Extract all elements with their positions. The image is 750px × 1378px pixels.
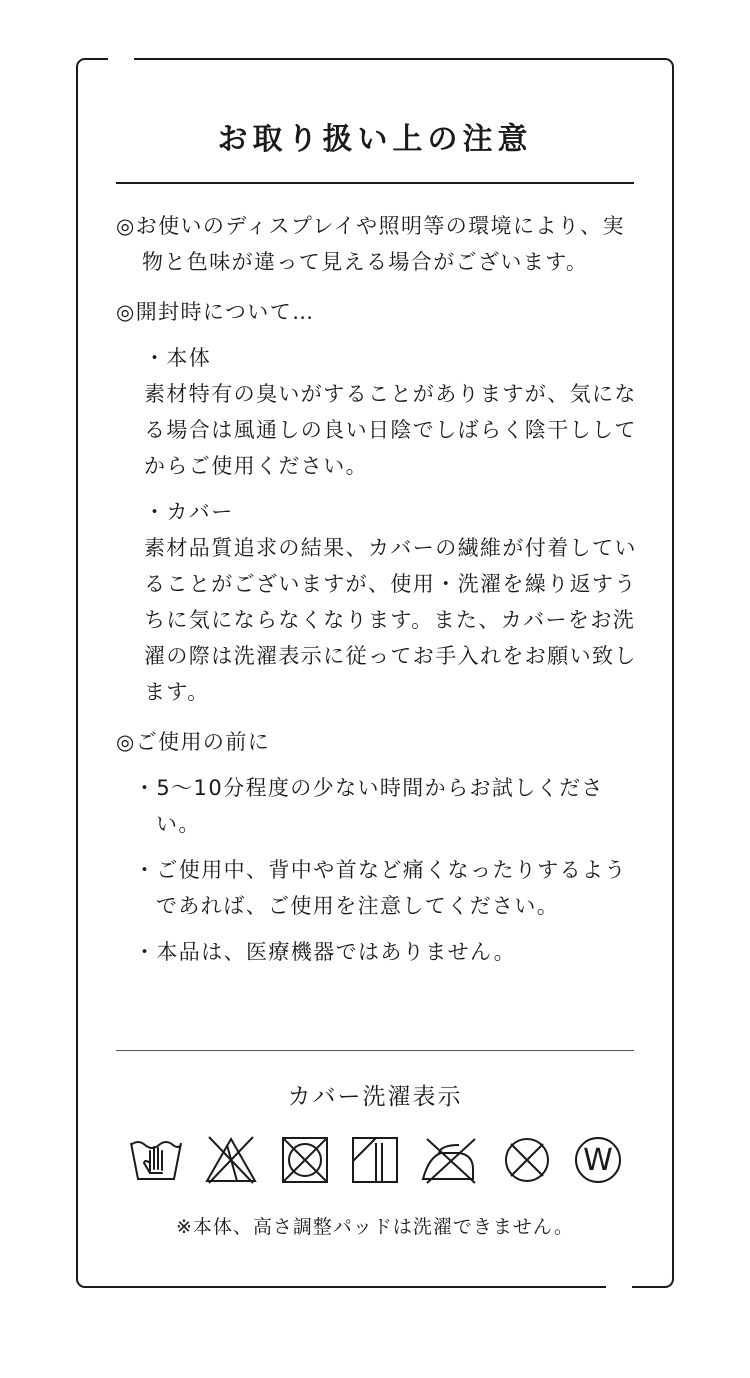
- cover-label: ・カバー: [144, 500, 234, 524]
- body-text: 素材特有の臭いがすることがありますが、気になる場合は風通しの良い日陰でしばらく陰干ししてからご使用ください。: [144, 382, 637, 478]
- opening-heading: ◎開封時について…: [116, 300, 315, 324]
- care-title: カバー洗濯表示: [287, 1084, 463, 1110]
- no-tumble-dry-icon: [279, 1135, 331, 1185]
- before-use-heading: ◎ご使用の前に: [116, 730, 271, 754]
- list-item: ・ご使用中、背中や首など痛くなったりするようであれば、ご使用を注意してください。: [134, 858, 627, 918]
- opening-body-section: [116, 340, 638, 484]
- body-label: ・本体: [144, 346, 212, 370]
- opening-cover-section: [116, 494, 638, 710]
- care-note: ※本体、高さ調整パッドは洗濯できません。: [175, 1216, 575, 1238]
- care-divider: [116, 1050, 634, 1051]
- no-iron-icon: [419, 1135, 481, 1185]
- hand-wash-icon: [128, 1135, 184, 1185]
- no-dry-clean-icon: [501, 1135, 553, 1185]
- display-notice: ◎お使いのディスプレイや照明等の環境により、実物と色味が違って見える場合がございます。: [116, 214, 625, 274]
- list-item: ・5〜10分程度の少ない時間からお試しください。: [134, 776, 604, 836]
- title-divider: [116, 182, 634, 184]
- before-use-list: [116, 770, 638, 970]
- notice-body: [116, 208, 638, 970]
- no-bleach-icon: [203, 1135, 259, 1185]
- line-dry-shade-icon: [350, 1135, 400, 1185]
- wet-clean-letter: W: [583, 1143, 613, 1178]
- care-icons: [128, 1130, 624, 1190]
- page-title: お取り扱い上の注意: [217, 122, 533, 157]
- cover-text: 素材品質追求の結果、カバーの繊維が付着していることがございますが、使用・洗濯を繰り返すうちに気にならなくなります。また、カバーをお洗濯の際は洗濯表示に従ってお手入れをお願い致します。: [144, 536, 637, 704]
- list-item: ・本品は、医療機器ではありません。: [134, 940, 517, 964]
- wet-clean-icon: [572, 1135, 624, 1185]
- frame-gap-top: [108, 54, 134, 64]
- frame-gap-bottom: [606, 1282, 632, 1292]
